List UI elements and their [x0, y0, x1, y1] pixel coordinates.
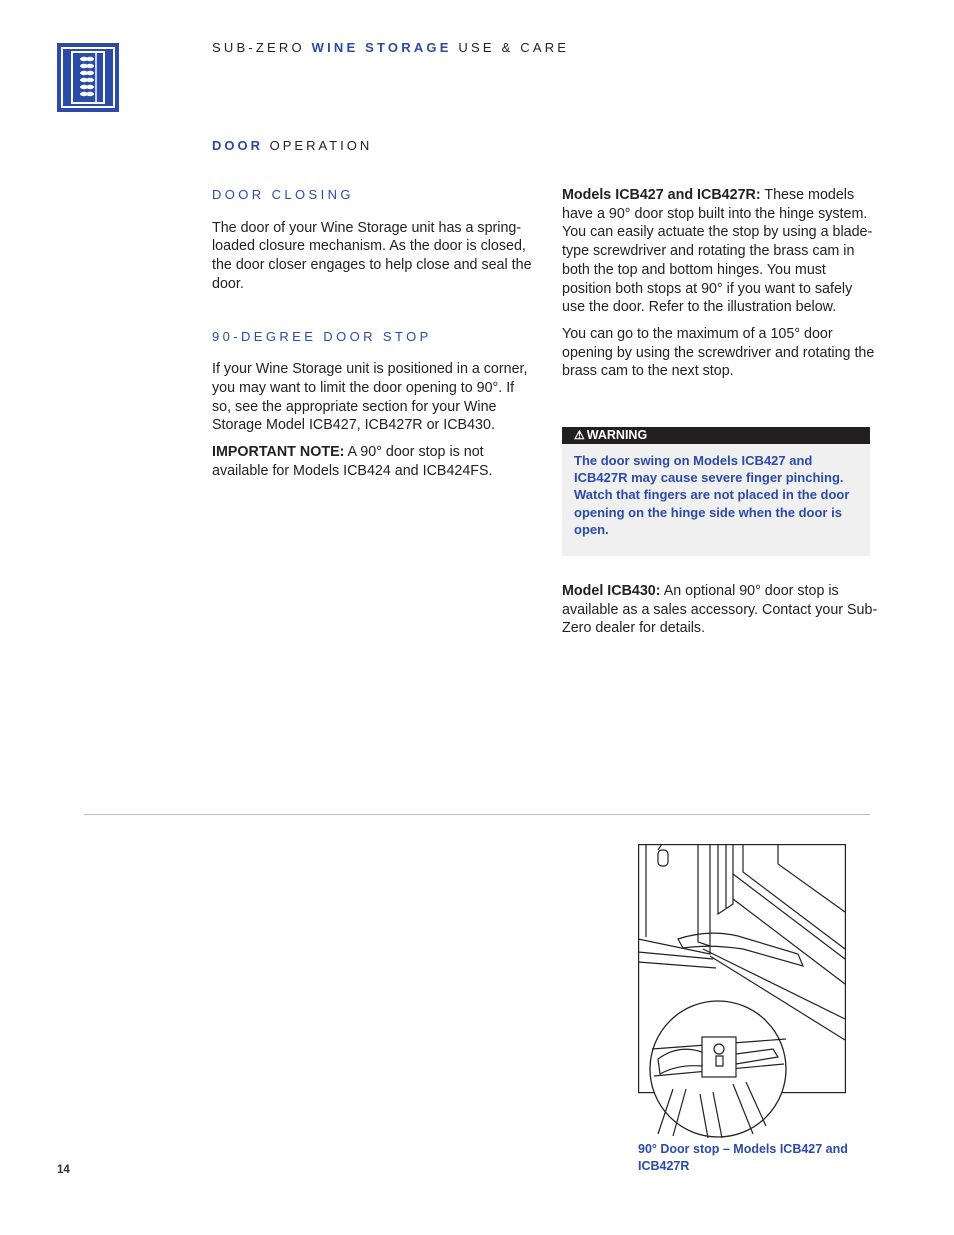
sub-zero-logo: [57, 43, 119, 112]
warning-triangle-icon: ⚠: [574, 428, 585, 442]
left-column: [212, 186, 532, 488]
icb427-label: Models ICB427 and ICB427R:: [562, 187, 761, 203]
important-note: [212, 443, 532, 480]
page-number: 14: [57, 1164, 70, 1176]
important-note-text: A 90° door stop is not available for Models ICB424 and ICB424FS.: [212, 444, 493, 479]
icb430-paragraph: [562, 582, 878, 638]
icb430-text: An optional 90° door stop is available as a sales accessory. Contact your Sub-Zero dealer for details.: [562, 583, 878, 637]
warning-box: [562, 427, 870, 556]
header-product: WINE STORAGE: [311, 40, 452, 55]
figure-caption: 90° Door stop – Models ICB427 and ICB427R: [638, 1142, 848, 1173]
icb427-text: These models have a 90° door stop built into the hinge system. You can easily actuate the stop by using a blade-type screwdriver and rotating the brass cam in both the top and bottom hinges. You must position both stops at 90° if you want to safely use the door. Refer to the illustration below.: [562, 187, 873, 316]
important-note-label: IMPORTANT NOTE:: [212, 444, 345, 461]
header-suffix: USE & CARE: [458, 40, 570, 55]
door-closing-body: The door of your Wine Storage unit has a spring-loaded closure mechanism. As the door is closed, the door closer engages to help close and seal the door.: [212, 219, 532, 292]
right-column: [562, 186, 878, 389]
door-stop-body: If your Wine Storage unit is positioned in a corner, you may want to limit the door opening to 90°. If so, see the appropriate section for your Wine Storage Model ICB427, ICB427R or ICB430.: [212, 361, 528, 434]
section-title: [212, 138, 372, 153]
door-stop-heading: 90-DEGREE DOOR STOP: [212, 328, 432, 344]
warning-text: The door swing on Models ICB427 and ICB427R may cause severe finger pinching. Watch that fingers are not placed in the door opening on the hinge side when the door is open.: [574, 453, 850, 537]
icb427-paragraph: [562, 186, 878, 317]
header-brand: SUB-ZERO: [212, 40, 305, 55]
section-title-rest: OPERATION: [269, 138, 373, 153]
icb430-label: Model ICB430:: [562, 583, 661, 599]
max-opening-paragraph: You can go to the maximum of a 105° door opening by using the screwdriver and rotating the brass cam to the next stop.: [562, 325, 875, 380]
section-divider: [84, 814, 870, 815]
door-stop-illustration: [638, 844, 846, 1138]
warning-bar: [562, 427, 870, 444]
section-title-accent: DOOR: [212, 138, 263, 153]
running-header: [212, 40, 569, 55]
door-closing-heading: DOOR CLOSING: [212, 187, 354, 202]
warning-title: WARNING: [586, 428, 648, 442]
